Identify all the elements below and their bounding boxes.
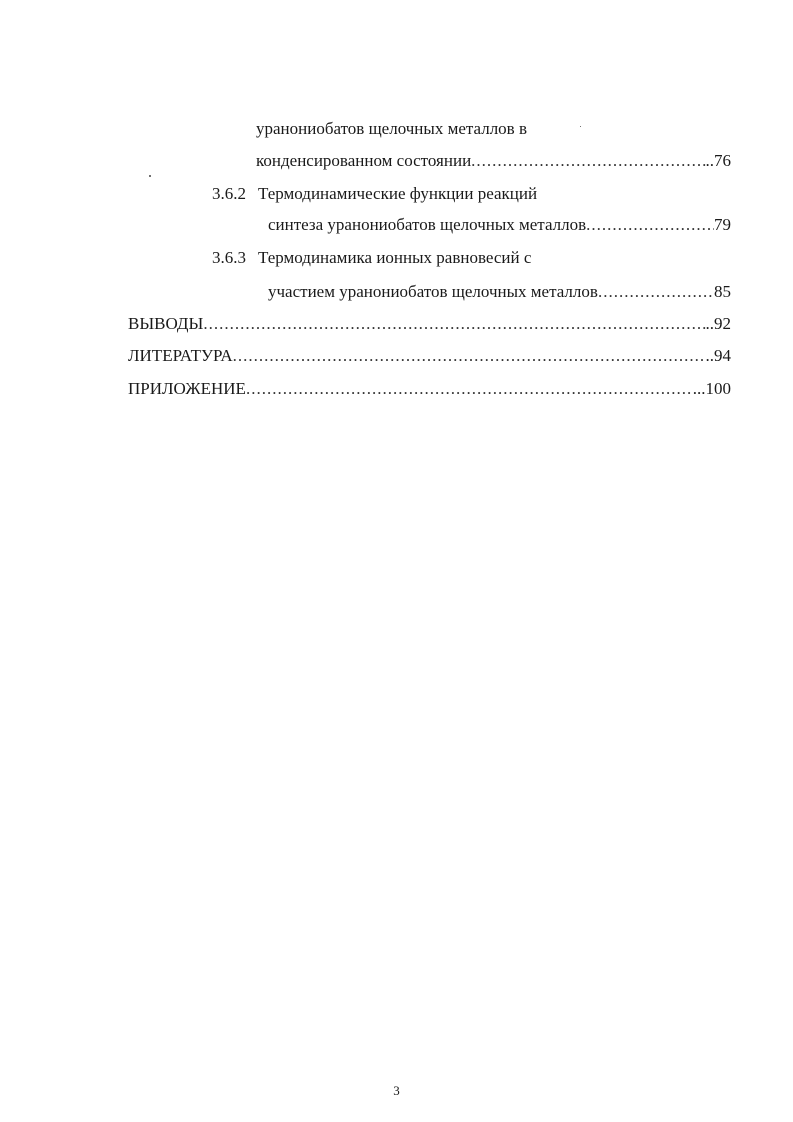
toc-page-number: ..76 [705,151,731,170]
toc-entry-text: Термодинамические функции реакций [258,184,538,203]
leader-dots [586,214,714,236]
toc-entry-3-6-1-line1: уранониобатов щелочных металлов в [256,119,527,138]
toc-page-number: 85 [714,282,731,301]
toc-entry-3-6-2-line2 [268,214,731,236]
toc-entry-3-6-2-line1 [212,183,537,205]
toc-entry-3-6-3-line2 [268,281,731,303]
leader-dots [246,378,693,400]
scan-speck [149,175,151,177]
toc-page-number: ..94 [705,346,731,365]
leader-dots [203,313,705,335]
toc-entry-text: ВЫВОДЫ [128,314,204,333]
toc-entry-text: участием уранониобатов щелочных металлов [268,282,598,301]
page-number: 3 [393,1083,400,1098]
toc-page-number: ...100 [692,379,731,398]
toc-entry-appendix [128,378,731,400]
leader-dots [471,150,705,172]
toc-page-number: ..92 [705,314,731,333]
scan-speck [580,126,581,127]
toc-entry-literature [128,345,731,367]
leader-dots [598,281,714,303]
toc-entry-text: конденсированном состоянии [256,151,472,170]
leader-dots [233,345,706,367]
toc-section-number: 3.6.3 [212,248,246,267]
toc-page-number: 79 [714,215,731,234]
toc-section-number: 3.6.2 [212,184,246,203]
toc-entry-text: синтеза уранониобатов щелочных металлов [268,215,587,234]
toc-entry-text: Термодинамика ионных равновесий с [258,248,532,267]
toc-entry-conclusions [128,313,731,335]
toc-entry-3-6-3-line1 [212,247,531,269]
toc-entry-3-6-1-line2 [256,150,731,172]
toc-entry-text: ЛИТЕРАТУРА [128,346,233,365]
toc-entry-text: ПРИЛОЖЕНИЕ [128,379,246,398]
